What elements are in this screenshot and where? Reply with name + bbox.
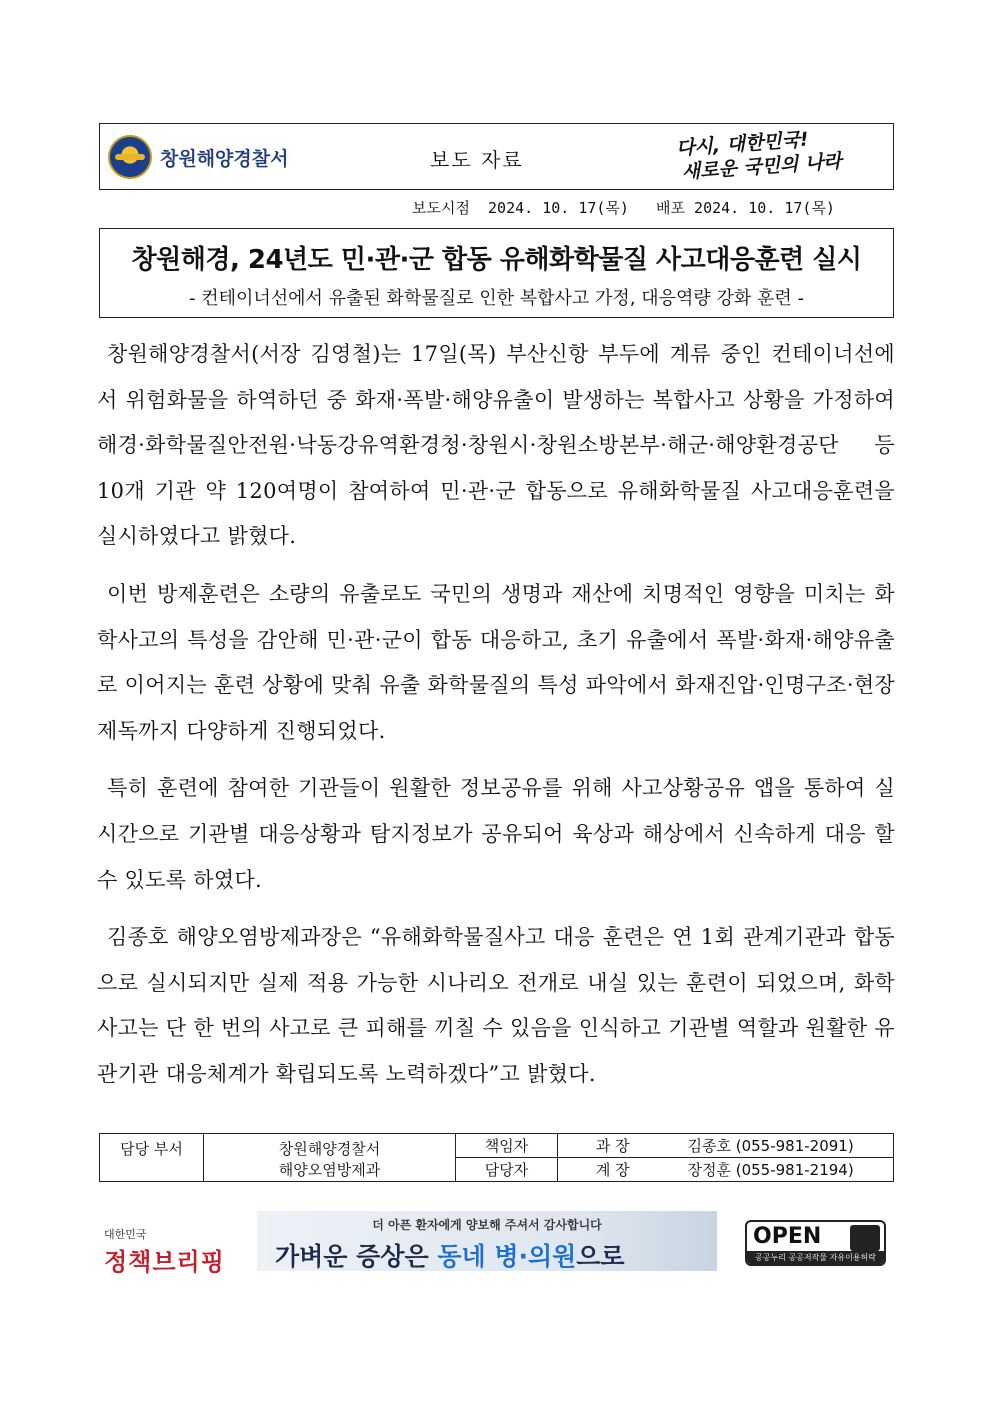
title-cell: 과 장 — [558, 1134, 668, 1158]
banner-main-1: 가벼운 증상은 — [275, 1242, 438, 1271]
role-cell: 담당자 — [456, 1158, 558, 1182]
slogan-line2: 새로운 국민의 나라 — [681, 150, 843, 184]
slogan — [675, 123, 868, 190]
org-logo — [108, 135, 288, 179]
open-bar: 공공누리 공공저작물 자유이용허락 — [747, 1251, 884, 1264]
header-box — [99, 123, 894, 190]
slogan-line1: 다시, 대한민국! — [675, 128, 810, 160]
title-box — [99, 228, 894, 318]
policy-briefing-logo[interactable] — [104, 1226, 225, 1277]
open-license-badge[interactable] — [745, 1220, 886, 1266]
paragraph: 이번 방제훈련은 소량의 유출로도 국민의 생명과 재산에 치명적인 영향을 미치는 화학사고의 특성을 감안해 민·관·군이 합동 대응하고, 초기 유출에서 폭발·화재·해양유출로 이어지는 훈련 상황에 맞춰 유출 화학물질의 특성 파악에서 화재진압·인명구조·현장제독까지 다양하게 진행되었다. — [97, 581, 895, 743]
person-cell: 장정훈 (055-981-2194) — [668, 1158, 894, 1182]
attribution-person-icon — [850, 1225, 880, 1251]
article-body — [97, 332, 895, 1110]
doc-type: 보도 자료 — [430, 148, 524, 172]
open-word: OPEN — [753, 1224, 822, 1249]
release-dates: 보도시점 2024. 10. 17(목) 배포 2024. 10. 17(목) — [412, 199, 835, 217]
role-cell: 책임자 — [456, 1134, 558, 1158]
coast-guard-emblem-icon — [108, 135, 152, 179]
banner-top: 더 아픈 환자에게 양보해 주셔서 감사합니다 — [372, 1218, 602, 1232]
dept-label: 담당 부서 — [100, 1134, 204, 1182]
banner-main-highlight: 동네 병·의원 — [437, 1242, 577, 1271]
banner-main — [257, 1237, 717, 1271]
dept-name — [204, 1134, 456, 1182]
campaign-banner[interactable] — [257, 1211, 717, 1271]
person-cell: 김종호 (055-981-2091) — [668, 1134, 894, 1158]
dept-line2: 해양오염방제과 — [278, 1161, 381, 1179]
title-cell: 계 장 — [558, 1158, 668, 1182]
paragraph: 창원해양경찰서(서장 김영철)는 17일(목) 부산신항 부두에 계류 중인 컨테이너선에서 위험화물을 하역하던 중 화재·폭발·해양유출이 발생하는 복합사고 상황을 가정하여 해경·화학물질안전원·낙동강유역환경청·창원시·창원소방본부·해군·해양환경공단 등 10개 기관 약 120여명이 참여하여 민·관·군 합동으로 유해화학물질 사고대응훈련을 실시하였다고 밝혔다. — [97, 342, 895, 549]
page-subtitle: - 컨테이너선에서 유출된 화학물질로 인한 복합사고 가정, 대응역량 강화 훈련 - — [189, 288, 804, 309]
banner-main-2: 으로 — [576, 1242, 625, 1271]
page-title: 창원해경, 24년도 민·관·군 합동 유해화학물질 사고대응훈련 실시 — [131, 245, 862, 275]
dept-line1: 창원해양경찰서 — [278, 1140, 381, 1158]
brand-name: 정책브리핑 — [104, 1248, 225, 1276]
brand-small: 대한민국 — [104, 1228, 147, 1241]
table-row — [100, 1134, 894, 1158]
paragraph: 김종호 해양오염방제과장은 “유해화학물질사고 대응 훈련은 연 1회 관계기관과 합동으로 실시되지만 실제 적용 가능한 시나리오 전개로 내실 있는 훈련이 되었으며, 화학사고는 단 한 번의 사고로 큰 피해를 끼칠 수 있음을 인식하고 기관별 역할과 원활한 유관기관 대응체계가 확립되도록 노력하겠다”고 밝혔다. — [97, 925, 895, 1086]
contact-table — [99, 1133, 894, 1182]
org-name: 창원해양경찰서 — [160, 147, 289, 170]
paragraph: 특히 훈련에 참여한 기관들이 원활한 정보공유를 위해 사고상황공유 앱을 통하여 실시간으로 기관별 대응상황과 탐지정보가 공유되어 육상과 해상에서 신속하게 대응 할 수 있도록 하였다. — [97, 776, 895, 892]
